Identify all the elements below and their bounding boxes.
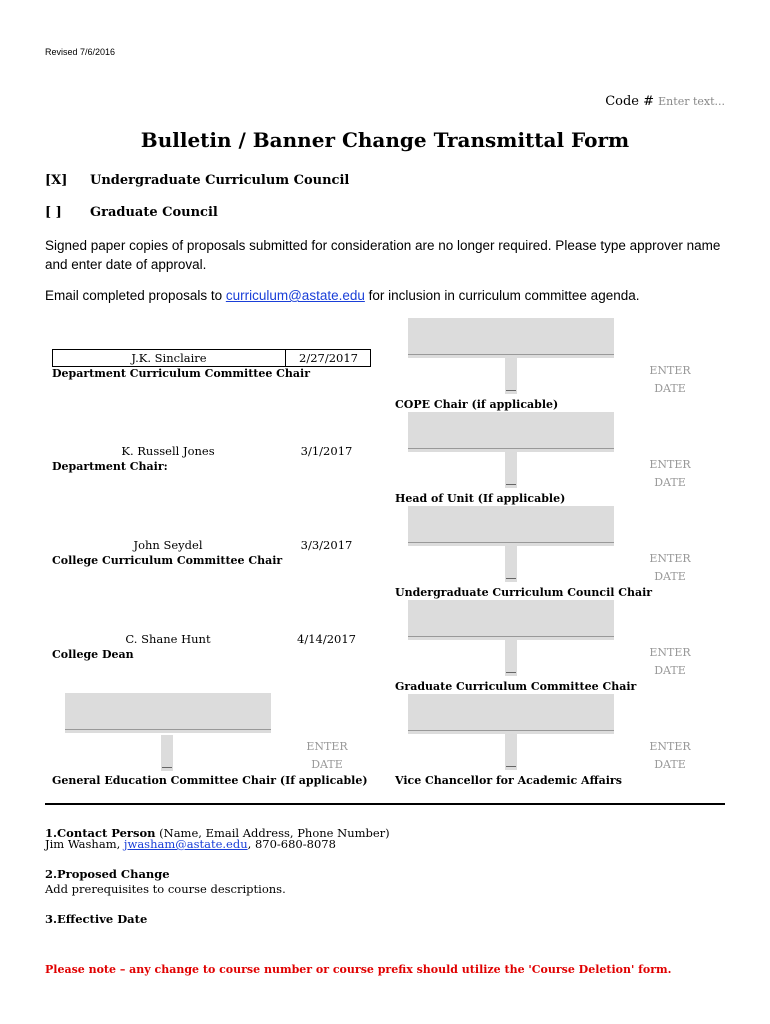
head-of-unit-date-field[interactable]: ENTER DATE (649, 458, 691, 489)
role-label: COPE Chair (if applicable) (395, 398, 559, 411)
ucc-chair-signature-field[interactable] (408, 506, 614, 546)
role-label: Department Curriculum Committee Chair (52, 367, 311, 380)
approval-date[interactable]: 4/14/2017 (297, 632, 356, 646)
approval-date[interactable]: 3/3/2017 (300, 538, 353, 552)
section-divider (45, 803, 725, 805)
code-label: Code # (605, 94, 655, 109)
approver-name[interactable]: John Seydel (133, 538, 203, 552)
cope-date-field[interactable]: ENTER DATE (649, 364, 691, 395)
gc-checkbox[interactable]: [ ] (45, 205, 62, 220)
approval-date[interactable]: 2/27/2017 (285, 350, 371, 366)
ucc-label: Undergraduate Curriculum Council (90, 173, 350, 188)
approver-name[interactable]: K. Russell Jones (121, 444, 215, 458)
ucc-chair-date-picker[interactable] (505, 546, 517, 582)
gcc-chair-signature-field[interactable] (408, 600, 614, 640)
signature-row-1 (52, 349, 371, 367)
role-label: Undergraduate Curriculum Council Chair (395, 586, 653, 599)
role-label: General Education Committee Chair (If applicable) (52, 774, 368, 787)
role-label: Head of Unit (If applicable) (395, 492, 566, 505)
gc-label: Graduate Council (90, 205, 218, 220)
form-title: Bulletin / Banner Change Transmittal Form (140, 128, 630, 152)
ucc-chair-date-field[interactable]: ENTER DATE (649, 552, 691, 583)
contact-person-value: Jim Washam, jwasham@astate.edu, 870-680-8078 (45, 837, 336, 851)
vca-date-picker[interactable] (505, 734, 517, 770)
approval-date[interactable]: 3/1/2017 (300, 444, 353, 458)
curriculum-email-link[interactable]: curriculum@astate.edu (225, 288, 365, 303)
instructions: Signed paper copies of proposals submitted for consideration are no longer required. Please type approver name and enter date of approval. (45, 238, 721, 272)
gen-ed-date-picker[interactable] (161, 735, 173, 771)
vca-date-field[interactable]: ENTER DATE (649, 740, 691, 771)
head-of-unit-signature-field[interactable] (408, 412, 614, 452)
ucc-checkbox[interactable]: [X] (45, 173, 68, 188)
gcc-chair-date-picker[interactable] (505, 640, 517, 676)
gen-ed-date-field[interactable]: ENTER DATE (306, 740, 348, 771)
role-label: Department Chair: (52, 460, 168, 473)
role-label: College Dean (52, 648, 134, 661)
code-number (560, 94, 725, 109)
gcc-chair-date-field[interactable]: ENTER DATE (649, 646, 691, 677)
code-input[interactable]: Enter text... (658, 95, 725, 108)
cope-date-picker[interactable] (505, 358, 517, 394)
role-label: College Curriculum Committee Chair (52, 554, 283, 567)
contact-email-link[interactable]: jwasham@astate.edu (123, 837, 248, 851)
course-deletion-note: Please note – any change to course number or course prefix should utilize the 'Course Deletion' form. (45, 963, 672, 976)
role-label: Graduate Curriculum Committee Chair (395, 680, 637, 693)
gen-ed-signature-field[interactable] (65, 693, 271, 733)
proposed-change-value: Add prerequisites to course descriptions. (45, 882, 286, 896)
vca-signature-field[interactable] (408, 694, 614, 734)
contact-person-heading: 1.Contact Person (Name, Email Address, Phone Number) (45, 826, 390, 840)
approver-name[interactable]: J.K. Sinclaire (131, 351, 207, 365)
revised-date: Revised 7/6/2016 (45, 47, 116, 57)
approver-name[interactable]: C. Shane Hunt (125, 632, 211, 646)
role-label: Vice Chancellor for Academic Affairs (395, 774, 622, 787)
effective-date-heading: 3.Effective Date (45, 912, 148, 926)
head-of-unit-date-picker[interactable] (505, 452, 517, 488)
cope-signature-field[interactable] (408, 318, 614, 358)
proposed-change-heading: 2.Proposed Change (45, 867, 170, 881)
email-instructions: Email completed proposals to curriculum@astate.edu for inclusion in curriculum committee agenda. (45, 288, 640, 303)
